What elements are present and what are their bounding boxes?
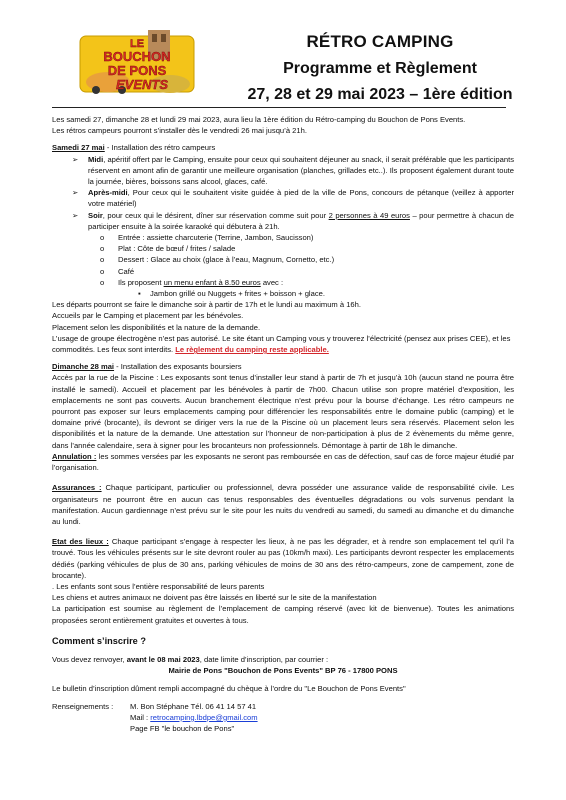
- list-item-apres-midi: [52, 187, 514, 209]
- samedi-heading-label: Samedi 27 mai: [52, 143, 105, 153]
- midi-text: , apéritif offert par le Camping, ensuite pour ceux qui souhaitent déjeuner au snack, il serait préférable que les participants réservent en amont afin de garantir une meilleure organisation (planches, grillades etc..). Ils proposent également durant toute la journée, bières, boissons sans alcool, glaces, café.: [88, 154, 514, 187]
- logo-text-events: EVENTS: [115, 77, 169, 92]
- renseignements-label: Renseignements :: [52, 701, 114, 711]
- etat-des-lieux-paragraph: Etat des lieux : Chaque participant s’engage à respecter les lieux, à ne pas les dégrader, et à rendre son emplacement tel qu’il l’a trouvé. Tous les véhicules présents sur le site devront rouler au pas (10km/h maxi). Les participants devront respecter les emplacements dédiés (parking véhicules de plus de 30 ans, parking véhicules de moins de 30 ans des rétro-campeurs, zone de campement, zone de brocante).: [52, 537, 514, 580]
- menu-item: o Entrée : assiette charcuterie (Terrine, Jambon, Saucisson): [100, 233, 314, 243]
- arrow-bullet-icon: ➢: [72, 188, 79, 198]
- enfants-line: . Les enfants sont sous l’entière responsabilité de leurs parents: [52, 581, 265, 591]
- depart-line: Les départs pourront se faire le dimanche soir à partir de 17h et le lundi au maximum à 16h.: [52, 300, 361, 310]
- contact-name-phone: M. Bon Stéphane Tél. 06 41 14 57 41: [130, 701, 257, 711]
- page-subtitle: Programme et Règlement: [283, 60, 477, 77]
- renseignements-values: [130, 701, 514, 735]
- mailing-address: Mairie de Pons "Bouchon de Pons Events" BP 76 - 17800 PONS: [168, 666, 398, 676]
- intro-line-2: Les rétros campeurs pourront s’installer dès le vendredi 26 mai jusqu’à 21h.: [52, 126, 307, 136]
- menu-item: o Dessert : Glace au choix (glace à l’eau, Magnum, Cornetto, etc.): [100, 255, 335, 265]
- kids-menu-detail: ▪ Jambon grillé ou Nuggets + frites + boisson + glace.: [138, 289, 325, 299]
- intro-line-1: Les samedi 27, dimanche 28 et lundi 29 mai 2023, aura lieu la 1ère édition du Rétro-camping du Bouchon de Pons Events.: [52, 115, 466, 124]
- inscription-heading: Comment s’inscrire ?: [52, 635, 146, 646]
- kids-menu-list: [52, 288, 514, 299]
- contact-email-link[interactable]: retrocamping.lbdpe@gmail.com: [150, 712, 258, 722]
- soir-label: Soir: [88, 210, 103, 220]
- etat-des-lieux-label: Etat des lieux :: [52, 537, 109, 547]
- arrow-bullet-icon: ➢: [72, 210, 79, 220]
- annulation-paragraph: Annulation : les sommes versées par les exposants ne seront pas remboursée en cas de défection, sauf cas de force majeur étudié par l’organisation.: [52, 451, 514, 473]
- samedi-heading: [52, 142, 514, 153]
- midi-label: Midi: [88, 154, 104, 164]
- cheque-line: Le bulletin d’inscription dûment rempli accompagné du chèque à l’ordre du "Le Bouchon de Pons Events": [52, 684, 406, 694]
- header-divider: [52, 107, 506, 108]
- assurances-label: Assurances :: [52, 483, 102, 493]
- dimanche-heading: Dimanche 28 mai - Installation des exposants boursiers: [52, 362, 242, 372]
- renseignements-block: [52, 701, 514, 735]
- circle-bullet-icon: o: [100, 277, 105, 287]
- menu-item-kids: o Ils proposent un menu enfant à 8.50 euros avec :: [100, 277, 284, 287]
- event-dates: 27, 28 et 29 mai 2023 – 1ère édition: [247, 86, 513, 103]
- document-body: [52, 114, 514, 734]
- menu-item: o Café: [100, 266, 135, 276]
- samedi-program-list: [52, 154, 514, 232]
- accueil-line: Accueils par le Camping et placement par les bénévoles.: [52, 311, 244, 321]
- circle-bullet-icon: o: [100, 266, 105, 276]
- logo-text-depons: DE PONS: [107, 63, 167, 78]
- participation-line: La participation est soumise au règlement de l’emplacement de camping réservé (avec kit de bienvenue). Toutes les animations proposées seront entièrement gratuites et ouvertes à tous.: [52, 604, 514, 625]
- kids-menu-price: un menu enfant à 8.50 euros: [163, 277, 261, 287]
- soir-text-1: , pour ceux qui le désirent, dîner sur réservation comme suit pour: [102, 210, 329, 220]
- menu-list: [52, 232, 514, 288]
- inscription-deadline-line: Vous devez renvoyer, avant le 08 mai 2023, date limite d’inscription, par courrier :: [52, 654, 329, 664]
- soir-price: 2 personnes à 49 euros: [328, 210, 410, 220]
- electro-paragraph: L’usage de groupe électrogène n’est pas autorisé. Le site étant un Camping vous y trouverez l’électricité (pensez aux prises CEE), et les commodités. Les feux sont interdits. Le règlement du camping reste applicable.: [52, 333, 511, 355]
- circle-bullet-icon: o: [100, 233, 105, 243]
- soir-text-2: – pour permettre à chacun de participer ensuite à la soirée karaoké qui débutera à 21h.: [88, 210, 515, 231]
- circle-bullet-icon: o: [100, 255, 105, 265]
- bouchon-de-pons-logo: [78, 26, 196, 98]
- placement-line: Placement selon les disponibilités et la nature de la demande.: [52, 322, 261, 332]
- dimanche-heading-label: Dimanche 28 mai: [52, 362, 115, 372]
- contact-mail-line: Mail : retrocamping.lbdpe@gmail.com: [130, 712, 258, 722]
- arrow-bullet-icon: ➢: [72, 154, 79, 164]
- menu-item: o Plat : Côte de bœuf / frites / salade: [100, 244, 236, 254]
- dimanche-paragraph: Accès par la rue de la Piscine : Les exposants sont tenus d’installer leur stand à partir de 7h et jusqu’à 10h (aucun stand ne pourra être installé le samedi). Accueil et placement par les bénévoles à partir de 7h00. Chacun utilise son propre matériel d’exposition, les emplacements ne sont pas couverts. Aucun branchement électrique n’est prévu pour la bourse d’échange. Les rétro campeurs ne pourront pas exposer sur leurs emplacements camping pour différencier les responsabilités entre le domaine public (camping) et le domaine privé (brocante), ils devront se diriger vers la rue de la Piscine où un placement leurs sera réservés. Placement selon les disponibilités et la nature de la demande. Une attestation sur l’honneur de non-participation à plus de 2 évènements du même genre, dans l’année calendaire, sera à signer pour les brocanteurs non professionnels. Démontage à partir de 18h le dimanche.: [52, 373, 514, 450]
- camping-rules-note: Le règlement du camping reste applicable.: [175, 345, 329, 355]
- apres-midi-label: Après-midi: [88, 188, 128, 198]
- inscription-deadline: avant le 08 mai 2023: [126, 654, 200, 664]
- assurances-paragraph: Assurances : Chaque participant, particulier ou professionnel, devra posséder une assurance valide de responsabilité civile. Les organisateurs ne pourront être en aucun cas tenus responsables des éventuelles dégradations ou vols survenus pendant la manifestation. Aucun gardiennage n’est prévu sur le site pour les nuits du vendredi au samedi, du samedi au dimanche et du dimanche au lundi.: [52, 483, 514, 526]
- list-item-soir: [52, 210, 514, 232]
- square-bullet-icon: ▪: [138, 289, 141, 299]
- page-title: RÉTRO CAMPING: [306, 32, 454, 51]
- circle-bullet-icon: o: [100, 244, 105, 254]
- samedi-heading-rest: - Installation des rétro campeurs: [104, 143, 216, 153]
- logo-text-le: LE: [129, 38, 145, 50]
- annulation-label: Annulation :: [52, 451, 97, 461]
- facebook-page: Page FB "le bouchon de Pons": [130, 723, 235, 733]
- logo-text-bouchon: BOUCHON: [103, 49, 171, 64]
- animaux-line: Les chiens et autres animaux ne doivent pas être laissés en liberté sur le site de la manifestation: [52, 593, 377, 603]
- apres-midi-text: , Pour ceux qui le souhaitent visite guidée à pied de la ville de Pons, concours de pétanque (veillez à apporter votre matériel): [88, 188, 514, 209]
- title-block: [230, 32, 530, 104]
- list-item-midi: [52, 154, 514, 188]
